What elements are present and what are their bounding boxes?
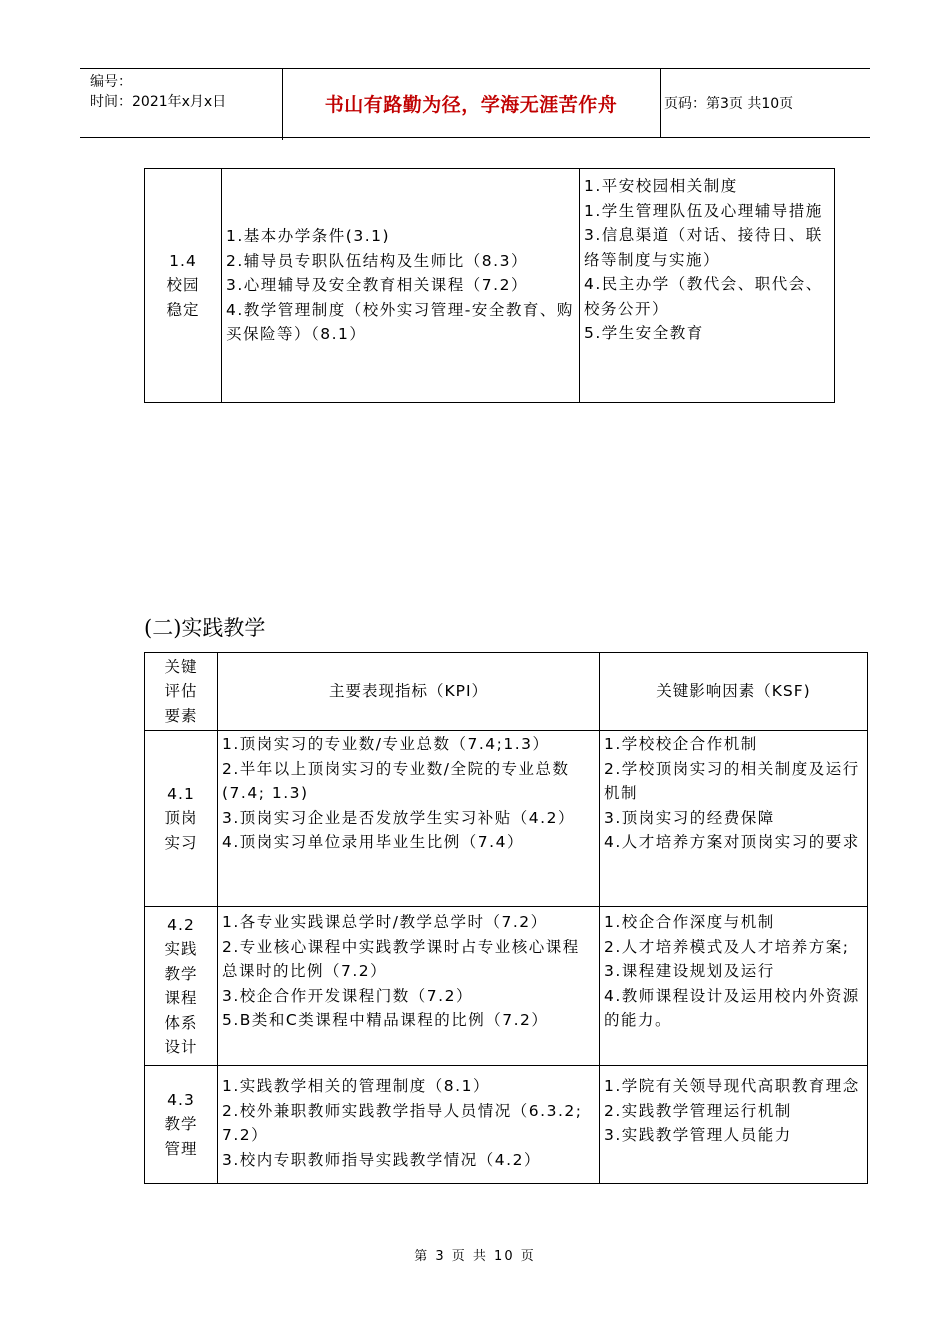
kpi-cell: 1.各专业实践课总学时/教学总学时（7.2） 2.专业核心课程中实践教学课时占专业核心课程总课时的比例（7.2） 3.校企合作开发课程门数（7.2） 5.B类和C类课程中精品课程的比例（7.2） (218, 907, 600, 1066)
ksf-cell: 1.平安校园相关制度 1.学生管理队伍及心理辅导措施 3.信息渠道（对话、接待日、联络等制度与实施） 4.民主办学（教代会、职代会、校务公开） 5.学生安全教育 (580, 169, 835, 403)
table-row (145, 1066, 868, 1184)
table-row (145, 907, 868, 1066)
section-title: (二)实践教学 (144, 616, 266, 640)
kpi-cell: 1.顶岗实习的专业数/专业总数（7.4;1.3） 2.半年以上顶岗实习的专业数/全院的专业总数(7.4; 1.3) 3.顶岗实习企业是否发放学生实习补贴（4.2） 4.顶岗实习单位录用毕业生比例（7.4） (218, 731, 600, 907)
document-time: 时间：2021年x月x日 (90, 94, 227, 110)
header-ksf: 关键影响因素（KSF) (600, 653, 868, 731)
campus-stability-table (144, 168, 835, 403)
header-page-info: 页码：第3页 共10页 (664, 96, 794, 112)
kpi-cell: 1.基本办学条件(3.1) 2.辅导员专职队伍结构及生师比（8.3） 3.心理辅导及安全教育相关课程（7.2） 4.教学管理制度（校外实习管理-安全教育、购买保险等）（8.1） (222, 169, 580, 403)
practical-teaching-table (144, 652, 868, 1184)
element-cell: 1.4 校园 稳定 (145, 169, 222, 403)
table-row (145, 169, 835, 403)
document-number: 编号： (90, 74, 132, 90)
element-cell: 4.2 实践 教学 课程 体系 设计 (145, 907, 218, 1066)
header-element: 关键 评估 要素 (145, 653, 218, 731)
header-meta (80, 69, 283, 140)
header-kpi: 主要表现指标（KPI） (218, 653, 600, 731)
table-row (145, 731, 868, 907)
page-header (80, 68, 870, 138)
page-footer: 第 3 页 共 10 页 (414, 1249, 536, 1264)
table-header-row (145, 653, 868, 731)
ksf-cell: 1.校企合作深度与机制 2.人才培养模式及人才培养方案; 3.课程建设规划及运行 4.教师课程设计及运用校内外资源的能力。 (600, 907, 868, 1066)
element-cell: 4.1 顶岗 实习 (145, 731, 218, 907)
ksf-cell: 1.学院有关领导现代高职教育理念 2.实践教学管理运行机制 3.实践教学管理人员能力 (600, 1066, 868, 1184)
kpi-cell: 1.实践教学相关的管理制度（8.1） 2.校外兼职教师实践教学指导人员情况（6.3.2; 7.2） 3.校内专职教师指导实践教学情况（4.2） (218, 1066, 600, 1184)
ksf-cell: 1.学校校企合作机制 2.学校顶岗实习的相关制度及运行机制 3.顶岗实习的经费保障 4.人才培养方案对顶岗实习的要求 (600, 731, 868, 907)
header-motto: 书山有路勤为径，学海无涯苦作舟 (282, 69, 661, 137)
element-cell: 4.3 教学 管理 (145, 1066, 218, 1184)
